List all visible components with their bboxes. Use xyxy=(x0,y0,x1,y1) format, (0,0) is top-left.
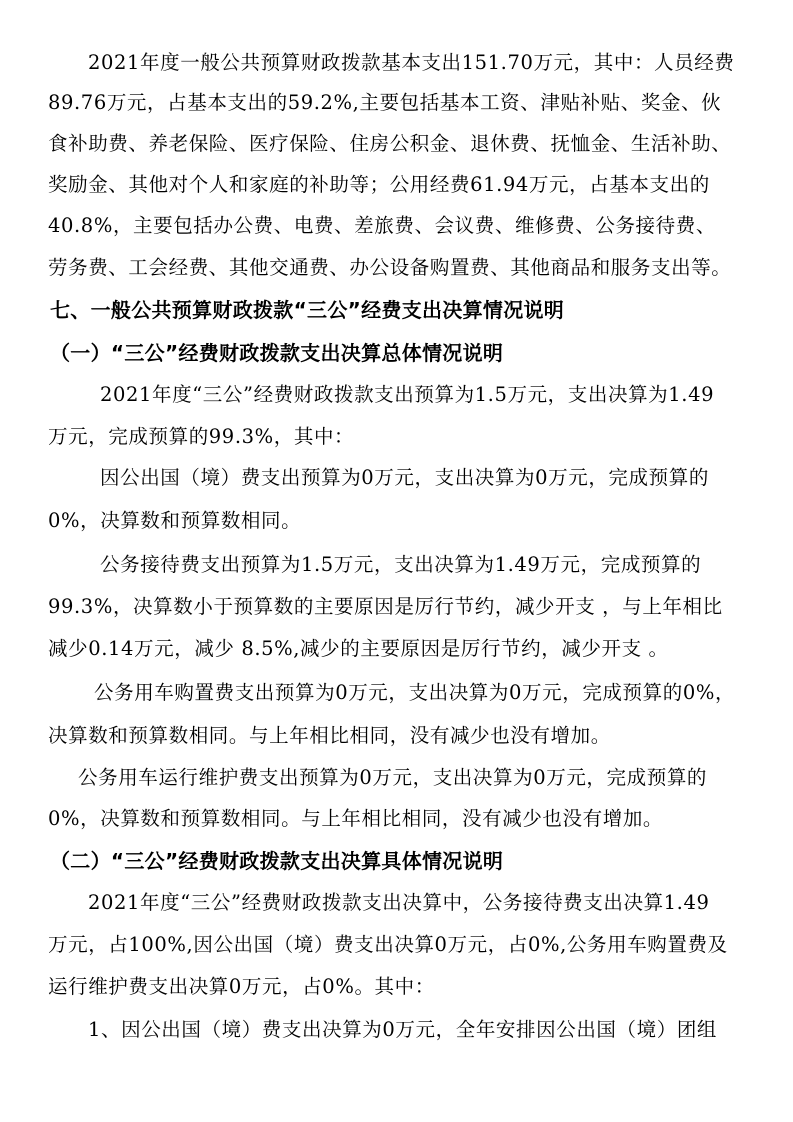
paragraph-line: 1、因公出国（境）费支出决算为0万元，全年安排因公出国（境）团组 xyxy=(88,1018,718,1041)
paragraph-line: 万元，完成预算的99.3%，其中： xyxy=(48,425,355,448)
paragraph-line: 89.76万元，占基本支出的59.2%,主要包括基本工资、津贴补贴、奖金、伙 xyxy=(48,91,722,114)
subsection-heading: （一）“三公”经费财政拨款支出决算总体情况说明 xyxy=(50,341,504,365)
paragraph-line: 运行维护费支出决算0万元，占0%。其中： xyxy=(48,975,435,998)
paragraph-line: 公务接待费支出预算为1.5万元，支出决算为1.49万元，完成预算的 xyxy=(100,553,702,576)
section-heading: 七、一般公共预算财政拨款“三公”经费支出决算情况说明 xyxy=(50,298,565,322)
paragraph-line: 公务用车运行维护费支出预算为0万元，支出决算为0万元，完成预算的 xyxy=(78,766,708,789)
paragraph-line: 2021年度一般公共预算财政拨款基本支出151.70万元，其中：人员经费 xyxy=(88,51,735,74)
paragraph-line: 99.3%，决算数小于预算数的主要原因是厉行节约，减少开支 ，与上年相比 xyxy=(48,595,723,618)
paragraph-line: 食补助费、养老保险、医疗保险、住房公积金、退休费、抚恤金、生活补助、 xyxy=(48,132,732,155)
paragraph-line: 万元，占100%,因公出国（境）费支出决算0万元，占0%,公务用车购置费及 xyxy=(48,933,728,956)
paragraph-line: 0%，决算数和预算数相同。 xyxy=(48,509,302,532)
paragraph-line: 0%，决算数和预算数相同。与上年相比相同，没有减少也没有增加。 xyxy=(48,807,664,830)
paragraph-line: 决算数和预算数相同。与上年相比相同，没有减少也没有增加。 xyxy=(48,724,611,747)
paragraph-line: 减少0.14万元，减少 8.5%,减少的主要原因是厉行节约，减少开支 。 xyxy=(48,637,669,660)
paragraph-line: 因公出国（境）费支出预算为0万元，支出决算为0万元，完成预算的 xyxy=(100,466,709,489)
paragraph-line: 40.8%，主要包括办公费、电费、差旅费、会议费、维修费、公务接待费、 xyxy=(48,214,716,237)
paragraph-line: 公务用车购置费支出预算为0万元，支出决算为0万元，完成预算的0%， xyxy=(94,681,736,704)
paragraph-line: 2021年度“三公”经费财政拨款支出决算中，公务接待费支出决算1.49 xyxy=(88,891,710,914)
paragraph-line: 劳务费、工会经费、其他交通费、办公设备购置费、其他商品和服务支出等。 xyxy=(48,256,732,279)
paragraph-line: 奖励金、其他对个人和家庭的补助等；公用经费61.94万元，占基本支出的 xyxy=(48,173,710,196)
subsection-heading: （二）“三公”经费财政拨款支出决算具体情况说明 xyxy=(50,849,504,873)
paragraph-line: 2021年度“三公”经费财政拨款支出预算为1.5万元，支出决算为1.49 xyxy=(100,383,715,406)
